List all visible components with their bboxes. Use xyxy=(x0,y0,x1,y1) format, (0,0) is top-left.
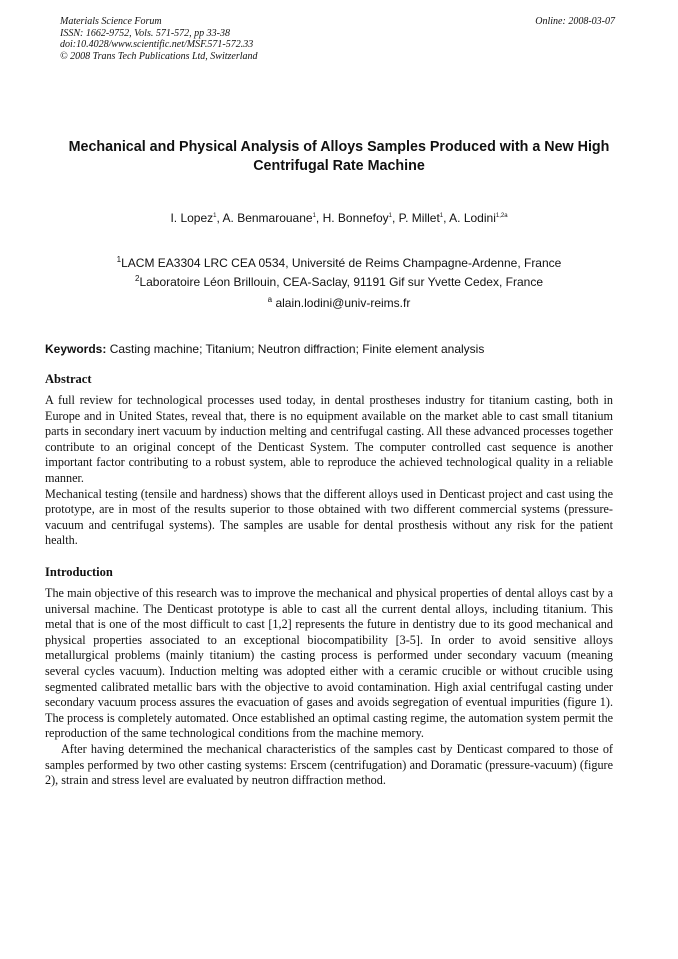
author-superscript: 1 xyxy=(312,213,316,219)
affiliations xyxy=(0,252,678,290)
affiliation-2 xyxy=(0,271,678,290)
introduction-paragraph: After having determined the mechanical characteristics of the samples cast by Denticast compared to those of samples performed by two other casting systems: Erscem (centrifugation) and Doramatic (pressure-vacuum) (figure 2), strain and stress level are evaluated by neutron diffraction method. xyxy=(45,741,613,788)
introduction-body xyxy=(45,586,613,789)
abstract-paragraph: Mechanical testing (tensile and hardness) shows that the different alloys used in Denticast project and cast using the prototype, are in most of the results superior to those obtained with two different commercial systems (pressure-vacuum and centrifugal systems). The samples are usable for dental prosthesis without any risk for the patient health. xyxy=(45,486,613,548)
author: I. Lopez xyxy=(170,211,214,225)
affiliation-text: Laboratoire Léon Brillouin, CEA-Saclay, 91191 Gif sur Yvette Cedex, France xyxy=(139,275,543,289)
author-list: I. Lopez$^1$, A. Benmarouane$^1$, H. Bonnefoy$^1$, P. Millet$^1$, A. Lodini$^{1,2a}$ xyxy=(170,211,508,225)
copyright-line: © 2008 Trans Tech Publications Ltd, Switzerland xyxy=(60,50,258,62)
author: H. Bonnefoy xyxy=(322,211,389,225)
journal-name: Materials Science Forum xyxy=(60,16,162,27)
keywords-label: Keywords: xyxy=(45,342,107,356)
abstract-body xyxy=(45,393,613,549)
contact-email xyxy=(0,295,678,310)
email-superscript: a xyxy=(267,295,273,304)
author: A. Lodini xyxy=(449,211,496,225)
introduction-paragraph: The main objective of this research was to improve the mechanical and physical properties of dental alloys cast by a universal machine. The Denticast prototype is able to cast all the current dental alloys, including titanium. This metal that is one of the most difficult to cast [1,2] represents the future in dentistry due to its good mechanical and physical properties associated to an exceptional biocompatibility [3-5]. In order to avoid sensitive alloys metallurgical problems (mainly titanium) the casting process is performed under secondary vacuum (meaning several cycles vacuum). Induction melting was adopted either with a ceramic crucible or without crucible using segmented calibrated metallic bars with the objective to avoid contamination. High axial centrifugal casting under secondary vacuum process assures the evacuation of gases and avoids segregation of eventual impurities (figure 1). The process is completely automated. Once established an optimal casting regime, the automation system permit the reproduction of the same technological conditions from the machine memory. xyxy=(45,586,613,741)
author-superscript: 1 xyxy=(213,213,217,219)
doi-line: doi:10.4028/www.scientific.net/MSF.571-572.33 xyxy=(60,39,254,50)
introduction-heading: Introduction xyxy=(45,565,113,579)
paper-title: Mechanical and Physical Analysis of Alloys Samples Produced with a New High Centrifugal Rate Machine xyxy=(68,139,610,174)
affiliation-text: LACM EA3304 LRC CEA 0534, Université de Reims Champagne-Ardenne, France xyxy=(121,256,562,270)
author-superscript: 1 xyxy=(439,213,444,219)
online-date: Online: 2008-03-07 xyxy=(535,16,615,27)
author-superscript: 1,2a xyxy=(495,213,508,219)
affiliation-1 xyxy=(0,252,678,271)
abstract-paragraph: A full review for technological processes used today, in dental prostheses industry for titanium casting, both in Europe and in United States, reveal that, there is no equipment available on the market able to cast small titanium parts in secondary inert vacuum by induction melting and centrifugal casting. All these advanced processes together contribute to an original concept of the Denticast System. The computer controlled cast sequence is another important factor contributing to a robust system, able to reproduce the achieved technological quality in a reliable manner. xyxy=(45,393,613,485)
journal-header xyxy=(60,16,615,62)
issn-line: ISSN: 1662-9752, Vols. 571-572, pp 33-38 xyxy=(60,27,230,39)
affiliation-superscript: 2 xyxy=(134,274,140,283)
abstract-heading: Abstract xyxy=(45,372,92,386)
keywords xyxy=(45,342,625,356)
author: P. Millet xyxy=(398,211,440,225)
author-superscript: 1 xyxy=(388,213,392,219)
keywords-text: Casting machine; Titanium; Neutron diffraction; Finite element analysis xyxy=(109,342,485,356)
affiliation-superscript: 1 xyxy=(116,255,122,264)
author: A. Benmarouane xyxy=(222,211,313,225)
email-address[interactable]: alain.lodini@univ-reims.fr xyxy=(275,296,411,310)
